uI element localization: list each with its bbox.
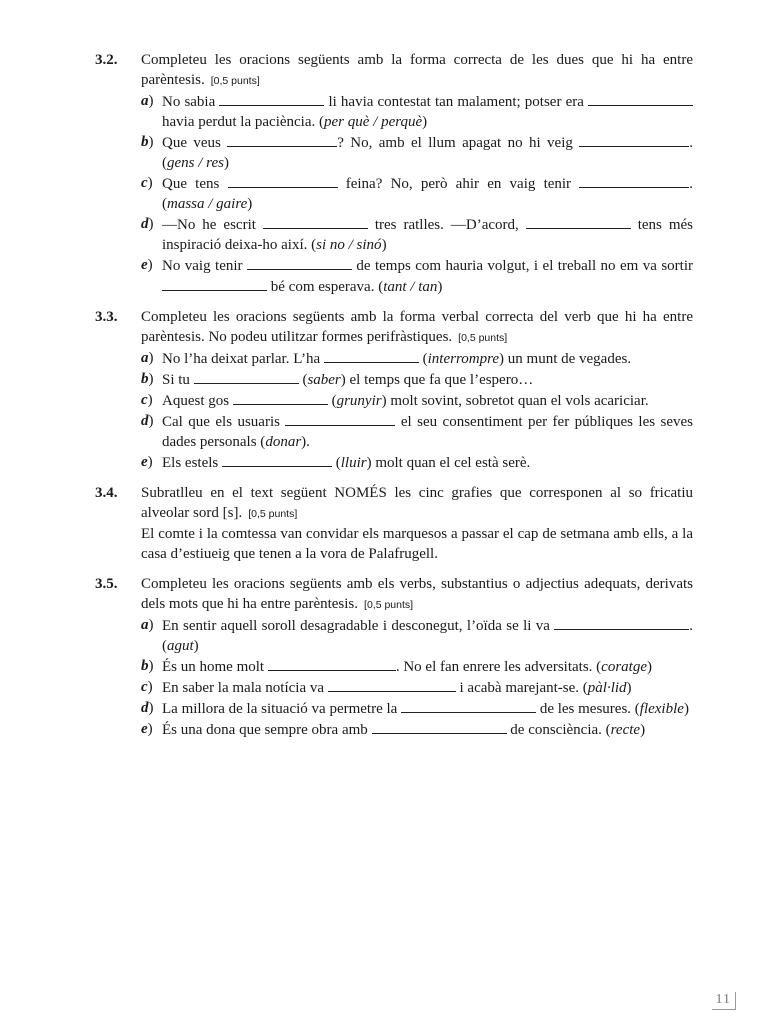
item-c: c) Aquest gos (grunyir) molt sovint, sobretot quan el vols acariciar.	[141, 392, 649, 409]
prompt-text: Subratlleu en el text següent NOMÉS les cinc grafies que corresponen al so fricatiu alveolar sord [s].	[141, 485, 693, 521]
answer-blank[interactable]	[222, 452, 332, 467]
answer-blank[interactable]	[162, 276, 267, 291]
item-e: e) És una dona que sempre obra amb de consciència. (recte)	[141, 721, 646, 738]
item-e: e) Els estels (lluir) molt quan el cel està serè.	[141, 454, 531, 471]
item-letter: a)	[141, 617, 154, 633]
answer-blank[interactable]	[372, 719, 507, 734]
prompt-text: Completeu les oracions següents amb la forma correcta de les dues que hi ha entre parèntesis.	[141, 52, 693, 88]
prompt-text: Completeu les oracions següents amb la forma verbal correcta del verb que hi ha entre parèntesis. No podeu utilitzar formes perifràstiques.	[141, 309, 693, 345]
item-letter: b)	[141, 134, 154, 150]
answer-blank[interactable]	[194, 369, 299, 384]
item-c: c) Que tens feina? No, però ahir en vaig tenir . (massa / gaire)	[141, 175, 693, 212]
item-b: b) Que veus ? No, amb el llum apagat no hi veig . (gens / res)	[141, 134, 693, 171]
exercise-3-2	[95, 50, 693, 297]
item-letter: e)	[141, 257, 153, 273]
page-number: 11	[712, 992, 736, 1010]
answer-blank[interactable]	[227, 132, 337, 147]
item-letter: b)	[141, 371, 154, 387]
answer-blank[interactable]	[228, 173, 338, 188]
points-label: [0,5 punts]	[364, 599, 414, 611]
item-letter: e)	[141, 721, 153, 737]
answer-blank[interactable]	[579, 173, 689, 188]
item-a: a) En sentir aquell soroll desagradable i desconegut, l’oïda se li va . (agut)	[141, 617, 693, 654]
exercise-3-3-prompt	[95, 307, 693, 348]
item-b: b) Si tu (saber) el temps que fa que l’espero…	[141, 371, 534, 388]
item-letter: c)	[141, 679, 153, 695]
exercise-3-2-prompt	[95, 50, 693, 91]
item-letter: e)	[141, 454, 153, 470]
item-a: a) No l’ha deixat parlar. L’ha (interrompre) un munt de vegades.	[141, 350, 632, 367]
item-letter: d)	[141, 413, 154, 429]
prompt-text: Completeu les oracions següents amb els verbs, substantius o adjectius adequats, derivats dels mots que hi ha entre parèntesis.	[141, 576, 693, 612]
item-a: a) No sabia li havia contestat tan malament; potser era havia perdut la paciència. (per què / perquè)	[95, 91, 693, 132]
answer-blank[interactable]	[579, 132, 689, 147]
exercise-3-5	[95, 574, 693, 740]
points-label: [0,5 punts]	[458, 332, 508, 344]
answer-blank[interactable]	[401, 698, 536, 713]
item-letter: d)	[141, 700, 154, 716]
item-letter: b)	[141, 658, 154, 674]
answer-blank[interactable]	[328, 677, 456, 692]
answer-blank[interactable]	[233, 390, 328, 405]
answer-blank[interactable]	[588, 91, 693, 106]
item-d: d) Cal que els usuaris el seu consentiment per fer públiques les seves dades personals (donar).	[141, 413, 693, 450]
exercise-3-4	[95, 483, 693, 564]
answer-blank[interactable]	[247, 255, 352, 270]
points-label: [0,5 punts]	[248, 508, 298, 520]
points-label: [0,5 punts]	[210, 75, 260, 87]
item-c: c) En saber la mala notícia va i acabà marejant-se. (pàl·lid)	[141, 679, 632, 696]
answer-blank[interactable]	[554, 615, 689, 630]
exercise-number: 3.2.	[95, 52, 118, 68]
item-letter: a)	[141, 93, 154, 109]
answer-blank[interactable]	[526, 214, 631, 229]
exercise-3-4-prompt	[95, 483, 693, 524]
item-d: d) La millora de la situació va permetre la de les mesures. (flexible)	[141, 700, 689, 717]
item-letter: d)	[141, 216, 154, 232]
item-letter: c)	[141, 175, 153, 191]
item-b: b) És un home molt . No el fan enrere les adversitats. (coratge)	[141, 658, 652, 675]
answer-blank[interactable]	[285, 411, 395, 426]
item-e: e) No vaig tenir de temps com hauria volgut, i el treball no em va sortir bé com esperava. (tant / tan)	[141, 257, 693, 295]
exercise-3-4-text: El comte i la comtessa van convidar els marquesos a passar el cap de setmana amb ells, a la casa d’estiueig que tenen a la vora de Palafrugell.	[141, 526, 693, 562]
item-letter: a)	[141, 350, 154, 366]
exercise-3-5-prompt	[95, 574, 693, 615]
answer-blank[interactable]	[268, 656, 396, 671]
exercise-3-3	[95, 307, 693, 473]
exercise-number: 3.3.	[95, 309, 118, 325]
exercise-number: 3.4.	[95, 485, 118, 501]
item-letter: c)	[141, 392, 153, 408]
item-d: d) —No he escrit tres ratlles. —D’acord, tens més inspiració deixa-ho així. (si no / sinó)	[141, 216, 694, 253]
answer-blank[interactable]	[324, 348, 419, 363]
exam-page	[95, 50, 693, 750]
answer-blank[interactable]	[219, 91, 324, 106]
exercise-number: 3.5.	[95, 576, 118, 592]
answer-blank[interactable]	[263, 214, 368, 229]
